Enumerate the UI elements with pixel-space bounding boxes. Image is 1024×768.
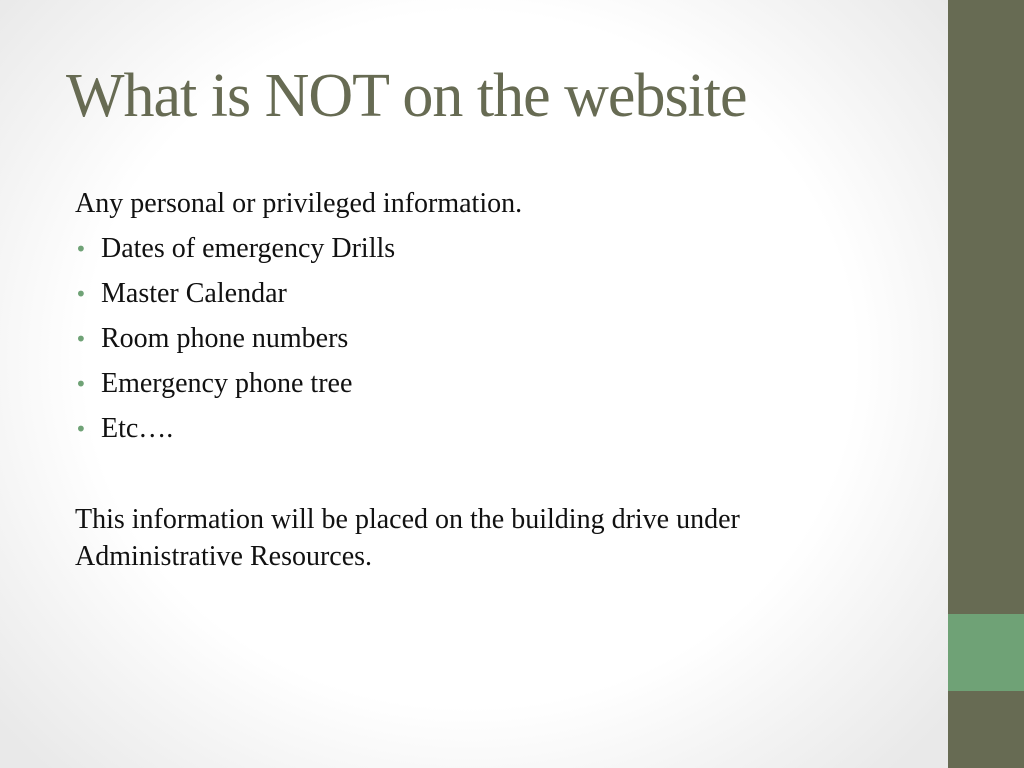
bullet-text: Dates of emergency Drills [101,233,396,264]
footer-note [75,501,915,575]
bullet-list [75,231,395,456]
bullet-item [75,366,395,411]
bullet-text: Master Calendar [101,278,287,309]
bullet-icon: • [75,282,87,306]
bullet-text: Room phone numbers [101,323,349,354]
intro-text: Any personal or privileged information. [75,188,523,219]
bullet-text: Etc…. [101,413,174,444]
bullet-icon: • [75,237,87,261]
footer-note-line-1: This information will be placed on the building drive under [75,504,740,535]
side-accent-block [948,614,1024,691]
bullet-item [75,276,395,321]
bullet-item [75,321,395,366]
bullet-item [75,411,395,456]
bullet-text: Emergency phone tree [101,368,353,399]
footer-note-line-2: Administrative Resources. [75,541,373,572]
bullet-icon: • [75,327,87,351]
bullet-icon: • [75,372,87,396]
slide-title: What is NOT on the website [66,62,747,130]
bullet-item [75,231,395,276]
bullet-icon: • [75,417,87,441]
